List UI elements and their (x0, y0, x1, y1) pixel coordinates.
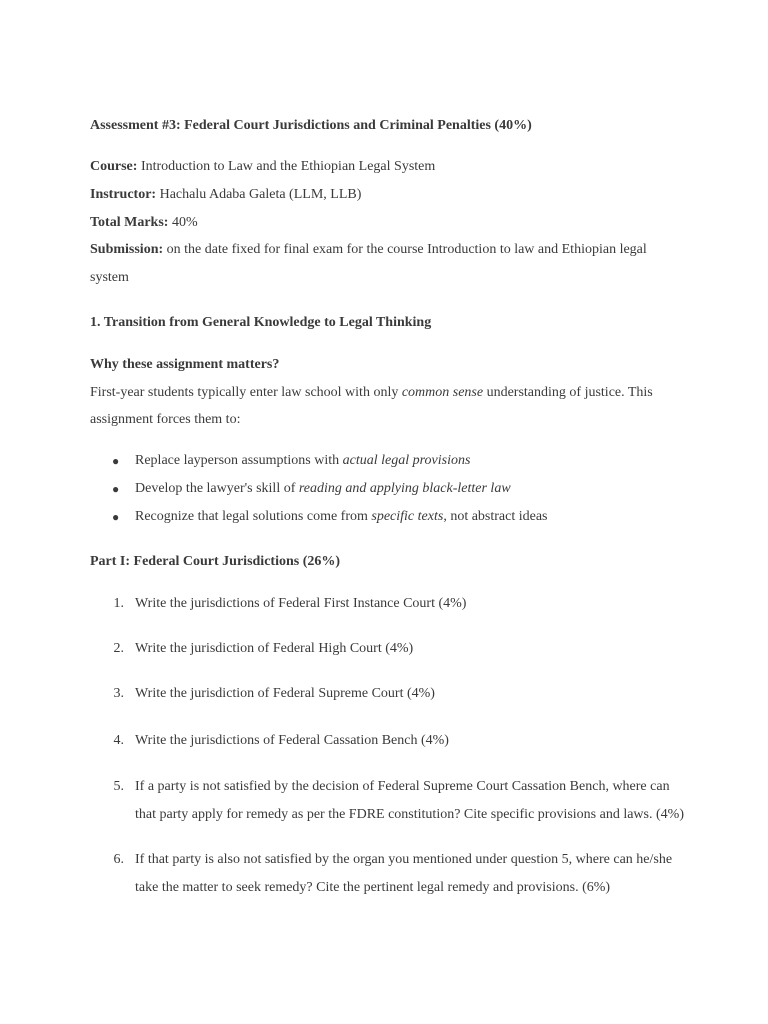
intro-paragraph-line-2: assignment forces them to: (90, 412, 241, 427)
course-value: Introduction to Law and the Ethiopian Legal System (137, 159, 436, 174)
marks-value: 40% (168, 215, 198, 230)
section-subheading: Why these assignment matters? (90, 357, 280, 372)
instructor-label: Instructor: (90, 187, 157, 202)
marks-line (90, 213, 198, 233)
intro-paragraph-line-1: First-year students typically enter law school with only common sense understanding of justice. This (90, 385, 653, 400)
section-heading: 1. Transition from General Knowledge to Legal Thinking (90, 315, 432, 330)
marks-label: Total Marks: (90, 215, 169, 230)
submission-line-cont: system (90, 270, 129, 285)
bullet-icon: ● (112, 510, 120, 524)
instructor-value: Hachalu Adaba Galeta (LLM, LLB) (156, 187, 362, 202)
document-title: Assessment #3: Federal Court Jurisdictions and Criminal Penalties (40%) (90, 118, 532, 133)
submission-line (90, 240, 647, 260)
instructor-line (90, 185, 361, 205)
submission-label: Submission: (90, 242, 164, 257)
submission-value: on the date fixed for final exam for the course Introduction to law and Ethiopian legal (163, 242, 647, 257)
part-heading: Part I: Federal Court Jurisdictions (26%) (90, 554, 341, 569)
bullet-icon: ● (112, 454, 120, 468)
course-label: Course: (90, 159, 138, 174)
bullet-icon: ● (112, 482, 120, 496)
course-line (90, 157, 435, 177)
